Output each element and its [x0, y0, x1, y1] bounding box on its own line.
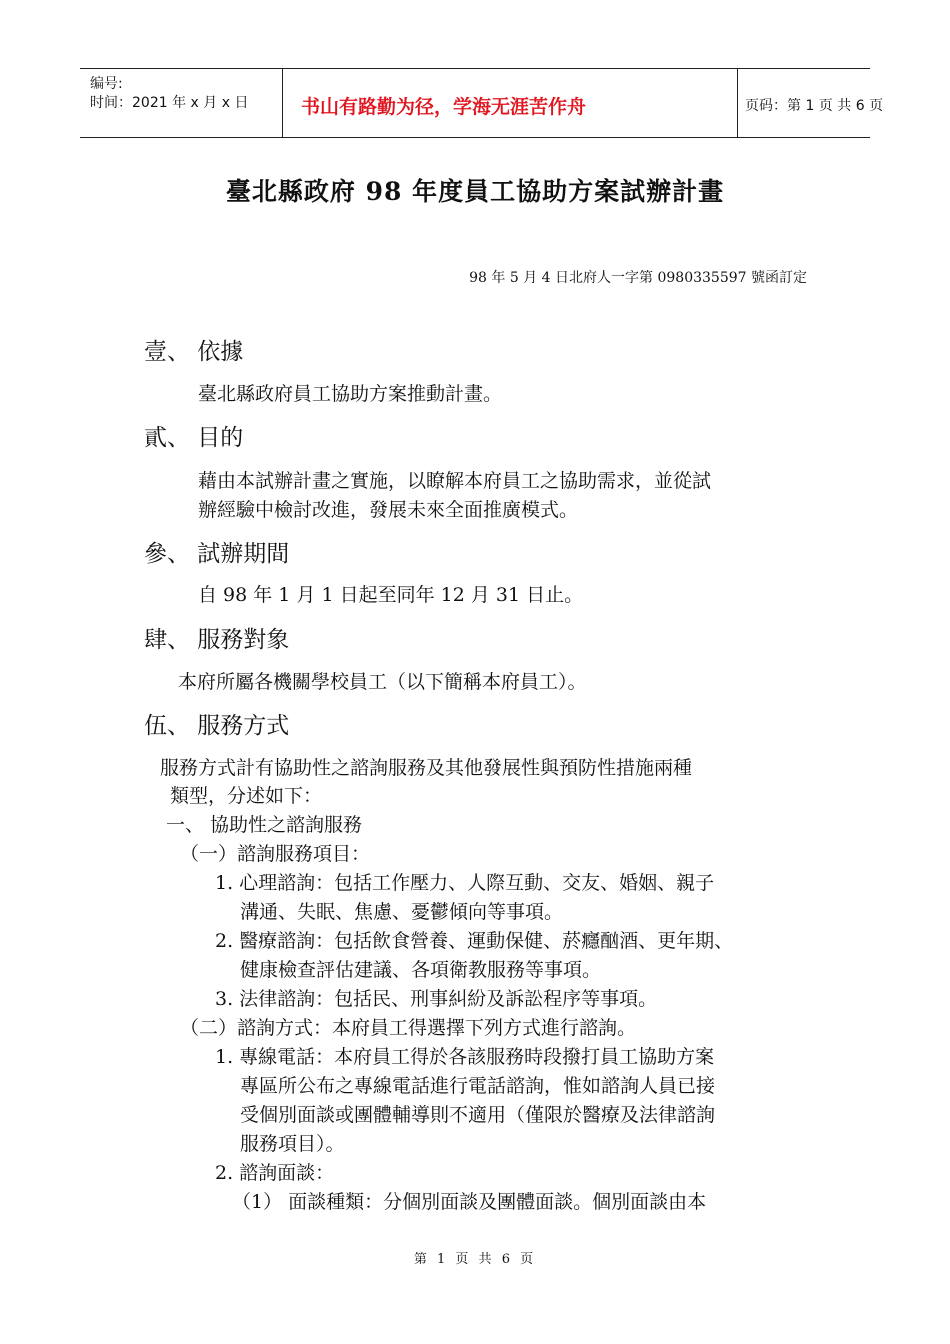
document-title: 臺北縣政府 98 年度員工協助方案試辦計畫 [225, 177, 725, 206]
list-item: 2. 諮詢面談： [215, 1162, 335, 1184]
document-header [80, 68, 884, 138]
document-reference: 98 年 5 月 4 日北府人一字第 0980335597 號函訂定 [469, 270, 807, 286]
list-item: 1. 專線電話：本府員工得於各該服務時段撥打員工協助方案 [215, 1046, 715, 1068]
list-item-continuation: 服務項目）。 [240, 1133, 345, 1155]
list-item-continuation: 健康檢查評估建議、各項衛教服務等事項。 [240, 959, 602, 981]
paragraph-line: 服務方式計有協助性之諮詢服務及其他發展性與預防性措施兩種 [160, 757, 693, 779]
sub-list-item: （1） 面談種類：分個別面談及團體面談。個別面談由本 [232, 1191, 707, 1213]
paragraph-line: 自 98 年 1 月 1 日起至同年 12 月 31 日止。 [198, 584, 584, 606]
serial-label: 编号: [90, 76, 123, 92]
header-page-cell [736, 69, 884, 137]
subsection-heading: 一、 協助性之諮詢服務 [166, 814, 363, 836]
page-footer: 第 1 页 共 6 页 [413, 1252, 537, 1267]
list-item-continuation: 專區所公布之專線電話進行電話諮詢，惟如諮詢人員已接 [240, 1075, 716, 1097]
list-item: 2. 醫療諮詢：包括飲食營養、運動保健、菸癮酗酒、更年期、 [215, 930, 734, 952]
motto-text: 书山有路勤为径，学海无涯苦作舟 [301, 96, 587, 118]
header-motto-cell [282, 69, 738, 137]
section-heading-purpose: 貳、 目的 [144, 425, 244, 451]
page-info: 页码：第 1 页 共 6 页 [745, 98, 884, 114]
section-heading-targets: 肆、 服務對象 [144, 627, 290, 653]
header-meta [80, 69, 282, 137]
paragraph-line: 臺北縣政府員工協助方案推動計畫。 [198, 383, 503, 405]
section-heading-basis: 壹、 依據 [144, 339, 244, 365]
list-item-continuation: 溝通、失眠、焦慮、憂鬱傾向等事項。 [240, 901, 564, 923]
paragraph-line: 類型，分述如下： [170, 785, 323, 807]
section-heading-period: 參、 試辦期間 [144, 541, 290, 567]
paragraph-line: 藉由本試辦計畫之實施，以瞭解本府員工之協助需求，並從試 [198, 470, 712, 492]
list-item: 3. 法律諮詢：包括民、刑事糾紛及訴訟程序等事項。 [215, 988, 658, 1010]
list-heading: （二）諮詢方式：本府員工得選擇下列方式進行諮詢。 [180, 1017, 637, 1039]
time-label: 时间：2021 年 x 月 x 日 [90, 95, 249, 111]
section-heading-methods: 伍、 服務方式 [144, 713, 290, 739]
list-item-continuation: 受個別面談或團體輔導則不適用（僅限於醫療及法律諮詢 [240, 1104, 716, 1126]
paragraph-line: 辦經驗中檢討改進，發展未來全面推廣模式。 [198, 499, 579, 521]
list-item: 1. 心理諮詢：包括工作壓力、人際互動、交友、婚姻、親子 [215, 872, 715, 894]
list-heading: （一）諮詢服務項目： [180, 843, 371, 865]
paragraph-line: 本府所屬各機關學校員工（以下簡稱本府員工）。 [178, 671, 587, 693]
